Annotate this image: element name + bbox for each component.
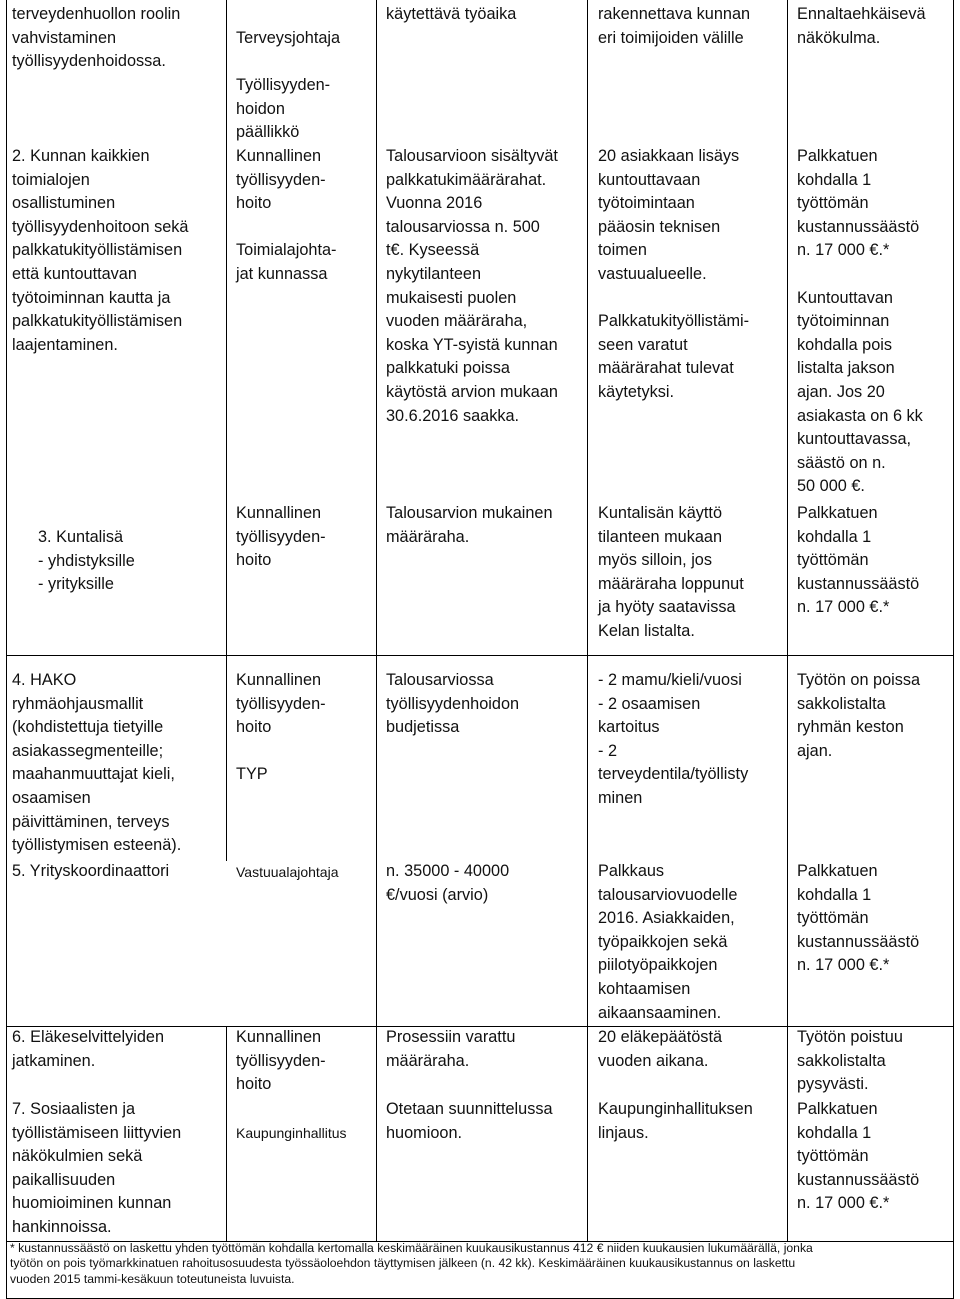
table-cell: Kuntalisän käyttö tilanteen mukaan myös silloin, jos määräraha loppunut ja hyöty saatavissa Kelan listalta. [598,504,744,640]
column-divider [376,0,377,1242]
table-cell: rakennettava kunnan eri toimijoiden välille [598,5,751,47]
table-cell: käytettävä työaika [386,5,517,23]
column-divider [226,0,227,861]
table-cell: Palkkatuen kohdalla 1 työttömän kustannussäästö n. 17 000 €.* [797,862,920,975]
table-cell: Kunnallinen työllisyyden- hoito Toimialajohta- jat kunnassa [236,147,337,283]
table-cell: Kaupunginhallituksen linjaus. [598,1100,753,1142]
table-border-right [953,0,954,1299]
table-cell: 3. Kuntalisä - yhdistyksille - yrityksille [38,528,135,594]
table-cell: Palkkatuen kohdalla 1 työttömän kustannussäästö n. 17 000 €.* [797,1100,920,1213]
table-cell: Prosessiin varattu määräraha. [386,1028,516,1070]
table-cell: Kunnallinen työllisyyden- hoito [236,504,326,570]
table-cell: Otetaan suunnittelussa huomioon. [386,1100,553,1142]
table-cell: Työtön on poissa sakkolistalta ryhmän keston ajan. [797,671,921,760]
table-cell: Työtön poistuu sakkolistalta pysyvästi. [797,1028,903,1094]
table-cell: 20 eläkepäätöstä vuoden aikana. [598,1028,723,1070]
table-cell: 4. HAKO ryhmäohjausmallit (kohdistettuja tietyille asiakassegmenteille; maahanmuuttajat kieli, osaamisen päivittäminen, terveys työllistymisen esteenä). [12,671,182,855]
table-cell: Kunnallinen työllisyyden- hoito [236,1028,326,1094]
column-divider [587,0,588,1242]
table-cell: Palkkatuen kohdalla 1 työttömän kustannussäästö n. 17 000 €.* [797,504,920,617]
column-divider [226,1026,227,1242]
table-cell: Palkkaus talousarviovuodelle 2016. Asiakkaiden, työpaikkojen sekä piilotyöpaikkojen kohtaamisen aikaansaaminen. [598,862,738,1022]
table-cell: terveydenhuollon roolin vahvistaminen työllisyydenhoidossa. [12,5,181,71]
footnote: * kustannussäästö on laskettu yhden työttömän kohdalla kertomalla keskimääräinen kuukausikustannus 412 € niiden kuukausien lukumäärällä, jonka työtön on pois työmarkkinatuen rahoitusosuudesta työssäoloehdon täyttymisen jälkeen (n. 42 kk). Keskimääräinen kuukausikustannus on laskettu vuoden 2015 tammi-kesäkuun toteutuneista luvuista. [10,1241,813,1286]
table-cell: Ennaltaehkäisevä näkökulma. [797,5,926,47]
table-cell: Talousarviossa työllisyydenhoidon budjetissa [386,671,520,737]
table-cell: 7. Sosiaalisten ja työllistämiseen liittyvien näkökulmien sekä paikallisuuden huomioiminen kunnan hankinnoissa. [12,1100,182,1236]
table-cell: 2. Kunnan kaikkien toimialojen osallistuminen työllisyydenhoitoon sekä palkkatukityöllistämisen että kuntouttavan työtoiminnan kautta ja palkkatukityöllistämisen laajentaminen. [12,147,189,354]
table-cell: Talousarvion mukainen määräraha. [386,504,553,546]
table-cell: Terveysjohtaja [236,29,341,47]
row-divider [6,655,954,656]
table-border-left [6,0,7,1299]
table-cell: Kaupunginhallitus [236,1125,347,1141]
table-cell: n. 35000 - 40000 €/vuosi (arvio) [386,862,510,904]
table-cell: Vastuualajohtaja [236,864,339,880]
table-cell: 6. Eläkeselvittelyiden jatkaminen. [12,1028,165,1070]
table-cell: Talousarvioon sisältyvät palkkatukimäärärahat. Vuonna 2016 talousarviossa n. 500 t€. Kyseessä nykytilanteen mukaisesti puolen vuoden määräraha, koska YT-syistä kunnan palkkatuki poissa käytöstä arvion mukaan 30.6.2016 saakka. [386,147,558,425]
table-cell: Palkkatuen kohdalla 1 työttömän kustannussäästö n. 17 000 €.* Kuntouttavan työtoiminnan kohdalla pois listalta jakson ajan. Jos 20 asiakasta on 6 kk kuntouttavassa, säästö on n. 50 000 €. [797,147,923,496]
table-cell: - 2 mamu/kieli/vuosi - 2 osaamisen kartoitus - 2 terveydentila/työllisty minen [598,671,749,807]
table-cell: Kunnallinen työllisyyden- hoito TYP [236,671,326,784]
column-divider [787,0,788,1242]
table-cell: 5. Yrityskoordinaattori [12,862,170,880]
table-cell: Työllisyyden- hoidon päällikkö [236,76,331,142]
table-cell: 20 asiakkaan lisäys kuntouttavaan työtoimintaan pääosin teknisen toimen vastuualueelle. Palkkatukityöllistämi- seen varatut määrärahat tulevat käytetyksi. [598,147,750,401]
